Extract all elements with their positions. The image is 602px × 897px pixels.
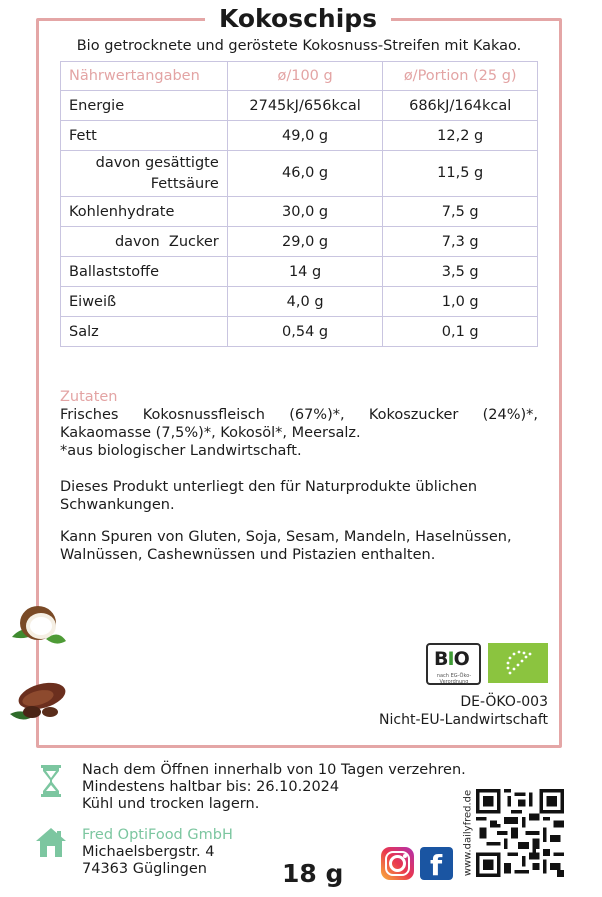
coconut-icon <box>8 601 68 651</box>
row-label: Ballaststoffe <box>61 257 228 287</box>
row-portion: 1,0 g <box>383 287 538 317</box>
row-portion: 7,5 g <box>383 197 538 227</box>
company-street: Michaelsbergstr. 4 <box>82 844 215 860</box>
hourglass-icon <box>40 765 62 797</box>
instagram-dot <box>403 854 407 858</box>
facebook-icon[interactable] <box>420 847 453 880</box>
allergen-line1: Kann Spuren von Gluten, Soja, Sesam, Mandeln, Haselnüssen, <box>60 529 512 545</box>
ingredients-line2: Kakaomasse (7,5%)*, Kokosöl*, Meersalz. <box>60 425 361 441</box>
ingredients-line1: Frisches Kokosnussfleisch (67%)*, Kokoszucker (24%)*, <box>60 407 538 423</box>
website-text[interactable]: www.dailyfred.de <box>462 789 474 877</box>
row-per100: 30,0 g <box>227 197 383 227</box>
row-label-line2: Fettsäure <box>150 175 219 192</box>
bio-seal-text: BIO <box>434 648 469 670</box>
row-per100: 0,54 g <box>227 317 383 347</box>
storage-line3: Kühl und trocken lagern. <box>82 796 260 812</box>
header-nutrient: Nährwertangaben <box>61 62 228 91</box>
table-row <box>61 227 538 257</box>
storage-line1: Nach dem Öffnen innerhalb von 10 Tagen verzehren. <box>82 762 466 778</box>
house-icon <box>35 826 67 858</box>
facebook-f-glyph: f <box>430 849 443 882</box>
row-per100: 46,0 g <box>227 151 383 197</box>
ingredients-line3: *aus biologischer Landwirtschaft. <box>60 443 302 459</box>
storage-info <box>82 762 466 813</box>
row-per100: 49,0 g <box>227 121 383 151</box>
row-per100: 4,0 g <box>227 287 383 317</box>
allergen-line2: Walnüssen, Cashewnüssen und Pistazien enthalten. <box>60 547 436 563</box>
row-per100: 2745kJ/656kcal <box>227 91 383 121</box>
row-label: Salz <box>61 317 228 347</box>
row-label <box>61 151 228 197</box>
row-label-line1: davon gesättigte <box>95 154 219 171</box>
row-label: Energie <box>61 91 228 121</box>
row-portion: 686kJ/164kcal <box>383 91 538 121</box>
header-per-100g: ø/100 g <box>227 62 383 91</box>
row-portion: 7,3 g <box>383 227 538 257</box>
row-per100: 29,0 g <box>227 227 383 257</box>
row-portion: 3,5 g <box>383 257 538 287</box>
row-portion: 11,5 g <box>383 151 538 197</box>
company-address <box>82 844 214 878</box>
company-city: 74363 Güglingen <box>82 861 207 877</box>
certification-origin: Nicht-EU-Landwirtschaft <box>379 712 548 728</box>
qr-code[interactable] <box>476 788 564 878</box>
table-row <box>61 121 538 151</box>
cacao-pod-icon <box>8 678 68 726</box>
bio-seal <box>426 643 481 685</box>
table-row <box>61 317 538 347</box>
bio-seal-small: nach EG-Öko-Verordnung <box>436 673 472 685</box>
website-vertical <box>461 784 475 882</box>
allergen-note <box>60 528 538 564</box>
nutrition-table <box>60 61 538 347</box>
instagram-icon[interactable] <box>381 847 414 880</box>
row-per100: 14 g <box>227 257 383 287</box>
variation-line1: Dieses Produkt unterliegt den für Naturprodukte üblichen <box>60 479 478 495</box>
ingredients-text <box>60 406 538 460</box>
eu-organic-logo <box>488 643 548 683</box>
storage-line2: Mindestens haltbar bis: 26.10.2024 <box>82 779 340 795</box>
certification-code: DE-ÖKO-003 <box>460 694 548 710</box>
net-weight: 18 g <box>282 859 344 888</box>
table-row <box>61 287 538 317</box>
table-row <box>61 257 538 287</box>
nutrition-header-row <box>61 62 538 91</box>
variation-line2: Schwankungen. <box>60 497 175 513</box>
row-portion: 0,1 g <box>383 317 538 347</box>
row-label: Kohlenhydrate <box>61 197 228 227</box>
row-label: Eiweiß <box>61 287 228 317</box>
ingredients-heading: Zutaten <box>60 389 118 405</box>
table-row <box>61 91 538 121</box>
table-row <box>61 151 538 197</box>
eu-leaf-icon <box>488 643 548 683</box>
row-label: Fett <box>61 121 228 151</box>
certification-text <box>379 693 548 729</box>
table-row <box>61 197 538 227</box>
product-subtitle: Bio getrocknete und geröstete Kokosnuss-Streifen mit Kakao. <box>76 38 522 54</box>
row-label: davon Zucker <box>61 227 228 257</box>
variation-note <box>60 478 538 514</box>
company-name: Fred OptiFood GmbH <box>82 827 233 843</box>
product-title: Kokoschips <box>205 4 391 34</box>
row-portion: 12,2 g <box>383 121 538 151</box>
header-per-portion: ø/Portion (25 g) <box>383 62 538 91</box>
